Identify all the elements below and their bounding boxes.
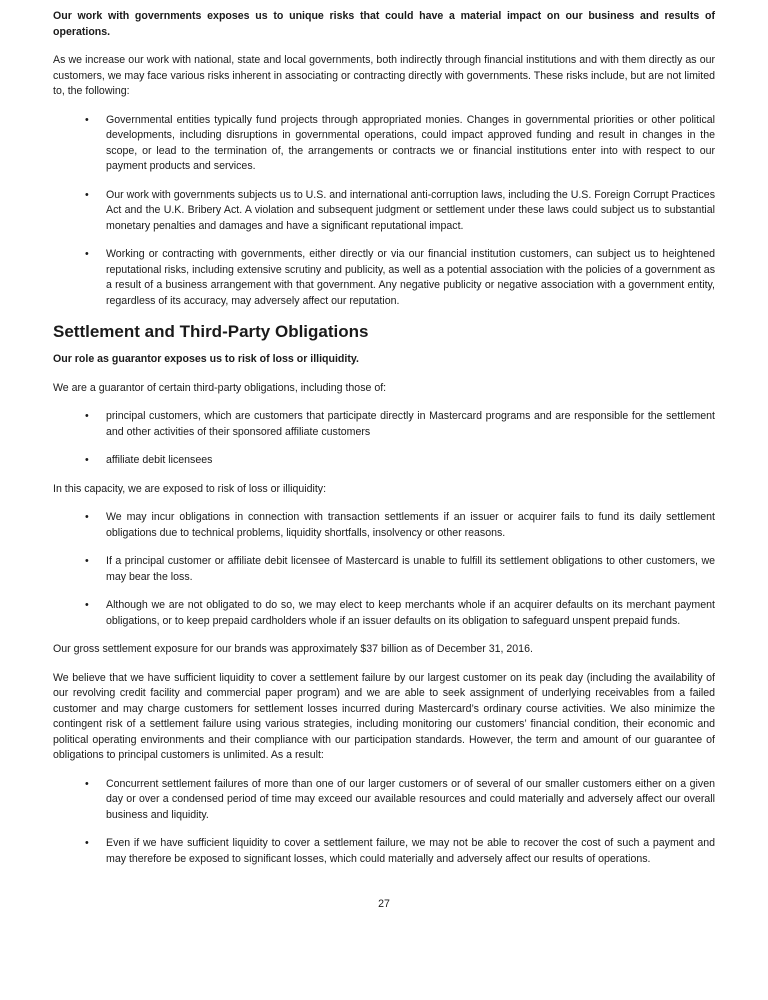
list-item xyxy=(53,409,715,440)
bullet-icon: • xyxy=(85,248,89,260)
list-item xyxy=(53,453,715,469)
list-item xyxy=(53,777,715,824)
list-item-text: Our work with governments subjects us to U.S. and international anti-corruption laws, including the U.S. Foreign Corrupt Practices Act and the U.K. Bribery Act. A violation and subsequent judgment or settlement under these laws could subject us to substantial monetary penalties and damages and have a significant reputational impact. xyxy=(106,188,715,232)
list-item-text: affiliate debit licensees xyxy=(106,454,213,466)
bullet-icon: • xyxy=(85,837,89,849)
list-item xyxy=(53,113,715,175)
bullet-icon: • xyxy=(85,511,89,523)
list-item-text: Even if we have sufficient liquidity to cover a settlement failure, we may not be able to recover the cost of such a payment and may therefore be exposed to significant losses, which could materially and adversely affect our results of operations. xyxy=(106,837,715,865)
bullet-icon: • xyxy=(85,599,89,611)
exposure-paragraph: Our gross settlement exposure for our brands was approximately $37 billion as of December 31, 2016. xyxy=(53,643,533,655)
page-number: 27 xyxy=(378,898,390,910)
list-item-text: We may incur obligations in connection with transaction settlements if an issuer or acquirer fails to fund its daily settlement obligations due to technical problems, liquidity shortfalls, insolvency or other reasons. xyxy=(106,511,715,539)
list-item-text: principal customers, which are customers that participate directly in Mastercard programs and are responsible for the settlement and other activities of their sponsored affiliate customers xyxy=(106,410,715,438)
bullet-icon: • xyxy=(85,410,89,422)
bullet-icon: • xyxy=(85,454,89,466)
guarantor-intro: We are a guarantor of certain third-party obligations, including those of: xyxy=(53,381,387,394)
bullet-icon: • xyxy=(85,777,89,790)
list-item xyxy=(53,188,715,235)
list-item-text: Governmental entities typically fund projects through appropriated monies. Changes in governmental priorities or other political developments, including disruptions in governmental operations, could impact approved funding and result in changes in the scope, or lead to the termination of, the arrangements or contracts we or financial institutions enter into with respect to our payment products and services. xyxy=(106,113,715,172)
list-item xyxy=(53,247,715,309)
list-item-text: Concurrent settlement failures of more than one of our larger customers or of several of our smaller customers either on a given day or over a condensed period of time may exceed our available resources and could materially and adversely affect our overall business and liquidity. xyxy=(106,777,715,821)
governments-intro-paragraph: As we increase our work with national, state and local governments, both indirectly through financial institutions and with them directly as our customers, we may face various risks inherent in associating or contracting directly with governments. These risks include, but are not limited to, the following: xyxy=(53,54,715,97)
list-item-text: Working or contracting with governments, either directly or via our financial institution customers, can subject us to heightened reputational risks, including extensive scrutiny and publicity, as well as a potential association with the policies of a government as a result of a business arrangement with that government. Any negative publicity or negative association with a government entity, regardless of its accuracy, may adversely affect our reputation. xyxy=(106,248,715,307)
list-item-text: If a principal customer or affiliate debit licensee of Mastercard is unable to fulfill its settlement obligations to other customers, we may bear the loss. xyxy=(106,555,715,583)
section-title: Settlement and Third-Party Obligations xyxy=(53,322,369,341)
capacity-intro: In this capacity, we are exposed to risk of loss or illiquidity: xyxy=(53,482,327,495)
list-item-text: Although we are not obligated to do so, we may elect to keep merchants whole if an acquirer defaults on its merchant payment obligations, or to keep prepaid cardholders whole if an issuer defaults on its obligation to safeguard unspent prepaid funds. xyxy=(106,599,715,627)
risk-heading-guarantor: Our role as guarantor exposes us to risk of loss or illiquidity. xyxy=(53,353,359,365)
list-item xyxy=(53,554,715,585)
risk-heading-governments: Our work with governments exposes us to unique risks that could have a material impact on our business and results of operations. xyxy=(53,10,715,38)
bullet-icon: • xyxy=(85,188,89,201)
list-item xyxy=(53,510,715,541)
liquidity-paragraph: We believe that we have sufficient liquidity to cover a settlement failure by our largest customer on its peak day (including the availability of our revolving credit facility and commercial paper program) and we are able to seek assignment of underlying receivables from a failed customer and may charge customers for settlement losses incurred during Mastercard’s ordinary course activities. We also minimize the contingent risk of a settlement failure using various strategies, including monitoring our customers’ financial condition, their economic and political operating environments and their compliance with our participation standards. However, the term and amount of our guarantee of obligations to principal customers is unlimited. As a result: xyxy=(53,671,715,761)
bullet-icon: • xyxy=(85,113,89,126)
bullet-icon: • xyxy=(85,555,89,567)
list-item xyxy=(53,836,715,867)
list-item xyxy=(53,598,715,629)
